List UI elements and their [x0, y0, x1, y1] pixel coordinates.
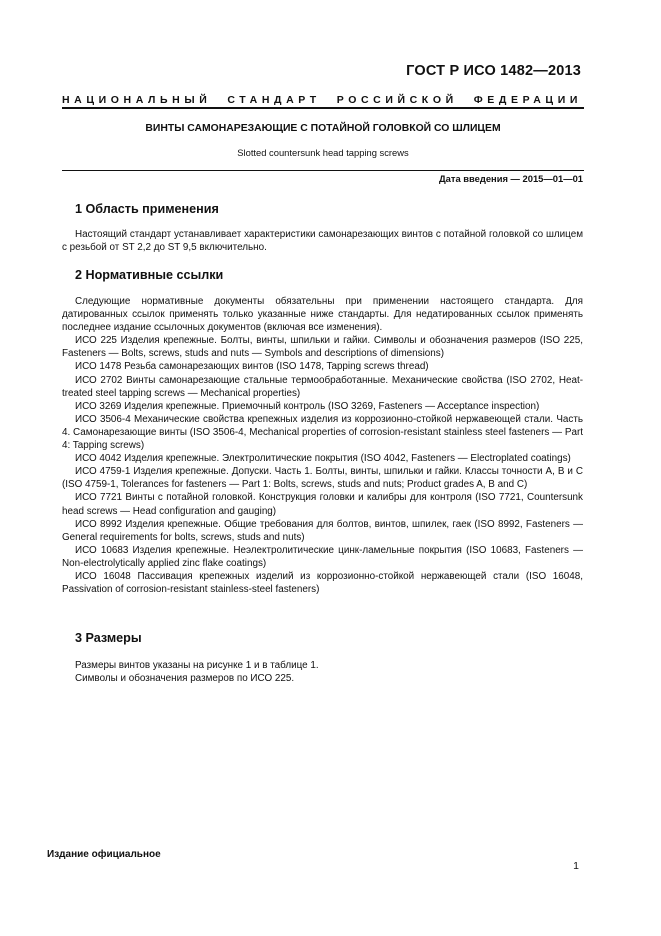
reference-item: ИСО 3269 Изделия крепежные. Приемочный контроль (ISO 3269, Fasteners — Acceptance inspection) [75, 400, 540, 412]
section-heading: 2 Нормативные ссылки [75, 268, 224, 282]
reference-item: ИСО 8992 Изделия крепежные. Общие требования для болтов, винтов, шпилек, гаек (ISO 8992, Fasteners — General requirements for bolts, screws, studs and nuts) [62, 518, 583, 543]
reference-item: ИСО 225 Изделия крепежные. Болты, винты, шпильки и гайки. Символы и обозначения размеров (ISO 225, Fasteners — Bolts, screws, studs and nuts — Symbols and descriptions of dimensions) [62, 335, 583, 360]
paragraph: Настоящий стандарт устанавливает характеристики самонарезающих винтов с потайной головкой со шлицем с резьбой от ST 2,2 до ST 9,5 включительно. [62, 229, 583, 254]
reference-item: ИСО 3506-4 Механические свойства крепежных изделия из коррозионно-стойкой нержавеющей стали. Часть 4. Самонарезающие винты (ISO 3506-4, Mechanical properties of corrosion-resistant stainless steel fasteners — Part 4: Tapping screws) [62, 413, 583, 452]
reference-item: ИСО 4759-1 Изделия крепежные. Допуски. Часть 1. Болты, винты, шпильки и гайки. Классы точности А, В и С (ISO 4759-1, Tolerances for fasteners — Part 1: Bolts, screws, studs and nuts; Product grades A, B and C) [62, 466, 583, 491]
edition-label: Издание официальное [47, 849, 161, 860]
section-heading: 1 Область применения [75, 202, 219, 216]
document-title-english: Slotted countersunk head tapping screws [237, 147, 409, 158]
reference-item: ИСО 16048 Пассивация крепежных изделий из коррозионно-стойкой нержавеющей стали (ISO 16048, Passivation of corrosion-resistant stainless-steel fasteners) [62, 570, 583, 596]
section-body [62, 228, 583, 254]
paragraph: Следующие нормативные документы обязательны при применении настоящего стандарта. Для датированных ссылок применять только указанные ниже стандарты. Для недатированных ссылок применять последнее издание ссылочных документов (включая все изменения). [62, 296, 583, 334]
section-body [62, 295, 583, 596]
reference-item: ИСО 4042 Изделия крепежные. Электролитические покрытия (ISO 4042, Fasteners — Electroplated coatings) [75, 453, 571, 465]
date-rule [62, 170, 584, 171]
document-number: ГОСТ Р ИСО 1482—2013 [406, 63, 581, 79]
paragraph: Размеры винтов указаны на рисунке 1 и в таблице 1. [75, 660, 319, 671]
paragraph: Символы и обозначения размеров по ИСО 225. [75, 673, 295, 685]
section-heading: 3 Размеры [75, 631, 142, 645]
reference-item: ИСО 7721 Винты с потайной головкой. Конструкция головки и калибры для контроля (ISO 7721, Countersunk head screws — Head configuration and gauging) [62, 492, 583, 517]
section-body [62, 659, 583, 685]
page-number: 1 [573, 860, 579, 872]
standard-banner: НАЦИОНАЛЬНЫЙ СТАНДАРТ РОССИЙСКОЙ ФЕДЕРАЦИИ [62, 94, 582, 106]
document-title: ВИНТЫ САМОНАРЕЗАЮЩИЕ С ПОТАЙНОЙ ГОЛОВКОЙ СО ШЛИЦЕМ [145, 123, 501, 134]
header-rule [62, 107, 584, 109]
reference-item: ИСО 10683 Изделия крепежные. Неэлектролитические цинк-ламельные покрытия (ISO 10683, Fasteners — Non-electrolytically applied zinc flake coatings) [62, 544, 583, 569]
reference-item: ИСО 1478 Резьба самонарезающих винтов (ISO 1478, Tapping screws thread) [75, 361, 429, 373]
introduction-date: Дата введения — 2015—01—01 [438, 173, 583, 184]
reference-item: ИСО 2702 Винты самонарезающие стальные термообработанные. Механические свойства (ISO 2702, Heat-treated steel tapping screws — Mechanical properties) [62, 374, 583, 399]
